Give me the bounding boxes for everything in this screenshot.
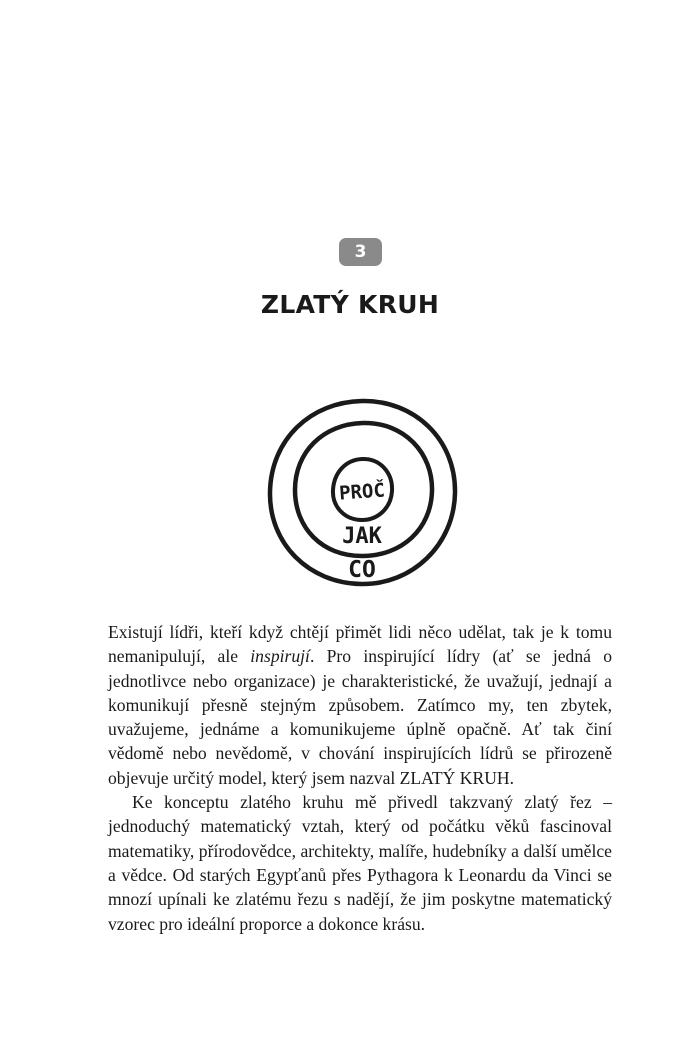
golden-circle-svg	[262, 395, 462, 590]
golden-circle-diagram	[262, 395, 462, 590]
outer-circle-label: CO	[348, 557, 376, 583]
middle-circle-label: JAK	[342, 524, 382, 549]
inner-circle-label: PROČ	[338, 479, 386, 505]
emphasis-inspiruji: inspirují	[250, 646, 310, 667]
chapter-number-badge	[339, 238, 382, 266]
body-text	[108, 620, 612, 936]
paragraph-2: Ke konceptu zlatého kruhu mě přivedl takzvaný zlatý řez – jednoduchý matematický vztah, který od počátku věků fascinoval matematiky, přírodovědce, architekty, malíře, hudebníky a další umělce a vědce. Od starých Egypťanů přes Pythagora k Leonardu da Vinci se mnozí upínali ke zlatému řezu s nadějí, že jim poskytne matematický vzorec pro ideální proporce a dokonce krásu.	[108, 792, 612, 934]
chapter-title: ZLATÝ KRUH	[260, 290, 440, 319]
chapter-number: 3	[354, 242, 367, 262]
paragraph-1: Existují lídři, kteří když chtějí přimět lidi něco udělat, tak je k tomu nemanipulují, ale inspirují. Pro inspirující lídry (ať se jedná o jednotlivce nebo organizace) je charakteristické, že uvažují, jednají a komunikují přesně stejným způsobem. Zatímco my, ten zbytek, uvažujeme, jednáme a komunikujeme úplně opačně. Ať tak činí vědomě nebo nevědomě, v chování inspirujících lídrů se přirozeně objevuje určitý model, který jsem nazval ZLATÝ KRUH.	[108, 622, 612, 788]
